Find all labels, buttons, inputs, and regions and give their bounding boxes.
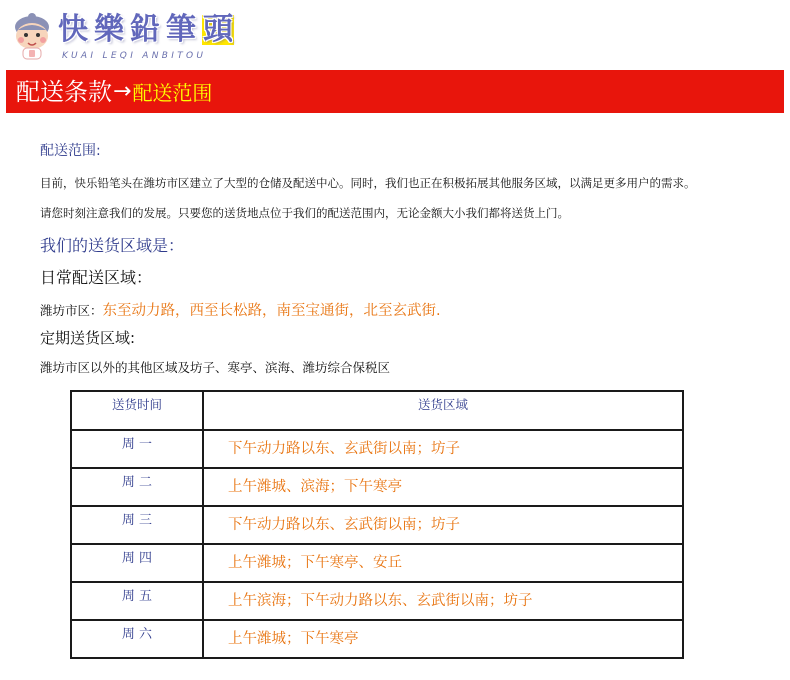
brand-name-main: 快樂鉛筆 bbox=[58, 12, 202, 47]
brand-name-highlight: 頭 bbox=[203, 12, 233, 47]
intro-paragraph-1: 目前，快乐铅笔头在潍坊市区建立了大型的仓储及配送中心。同时，我们也正在积极拓展其他服务区域，以满足更多用户的需求。 bbox=[40, 176, 696, 190]
day-cell: 周 六 bbox=[71, 620, 203, 658]
area-cell: 上午滨海；下午动力路以东、玄武街以南；坊子 bbox=[203, 582, 683, 620]
area-cell: 上午潍城；下午寒亭、安丘 bbox=[203, 544, 683, 582]
table-row bbox=[71, 582, 683, 620]
intro-paragraph-2: 请您时刻注意我们的发展。只要您的送货地点位于我们的配送范围内，无论金额大小我们都将送货上门。 bbox=[40, 206, 569, 220]
column-header-area: 送货区域 bbox=[203, 391, 683, 430]
table-row bbox=[71, 506, 683, 544]
banner-section-title: 配送条款 bbox=[16, 77, 112, 106]
table-row bbox=[71, 620, 683, 658]
area-cell: 下午动力路以东、玄武街以南；坊子 bbox=[203, 430, 683, 468]
page-banner bbox=[6, 70, 784, 113]
zones-heading: 我们的送货区域是： bbox=[40, 236, 185, 255]
area-cell: 下午动力路以东、玄武街以南；坊子 bbox=[203, 506, 683, 544]
table-row bbox=[71, 468, 683, 506]
table-row bbox=[71, 430, 683, 468]
day-cell: 周 四 bbox=[71, 544, 203, 582]
table-row bbox=[71, 544, 683, 582]
day-cell: 周 一 bbox=[71, 430, 203, 468]
banner-arrow-icon: → bbox=[113, 78, 132, 104]
area-cell: 上午潍城；下午寒亭 bbox=[203, 620, 683, 658]
column-header-time: 送货时间 bbox=[71, 391, 203, 430]
area-cell: 上午潍城、滨海；下午寒亭 bbox=[203, 468, 683, 506]
pencil-kid-mascot-icon bbox=[10, 12, 54, 60]
daily-zone-label: 潍坊市区： bbox=[40, 303, 103, 318]
daily-zone-boundaries: 东至动力路，西至长松路，南至宝通街，北至玄武街. bbox=[102, 303, 441, 319]
site-logo[interactable] bbox=[8, 10, 248, 66]
delivery-schedule-table bbox=[70, 390, 684, 659]
table-header-row bbox=[71, 391, 683, 430]
day-cell: 周 三 bbox=[71, 506, 203, 544]
daily-zone-heading: 日常配送区域： bbox=[40, 268, 153, 287]
banner-current-title: 配送范围 bbox=[132, 81, 213, 105]
scheduled-zone-text: 潍坊市区以外的其他区域及坊子、寒亭、滨海、潍坊综合保税区 bbox=[40, 360, 391, 375]
daily-zone-line bbox=[40, 300, 441, 320]
scheduled-zone-heading: 定期送货区域: bbox=[40, 329, 136, 347]
section-heading-scope: 配送范围: bbox=[40, 143, 101, 159]
brand-name bbox=[58, 14, 234, 46]
day-cell: 周 二 bbox=[71, 468, 203, 506]
day-cell: 周 五 bbox=[71, 582, 203, 620]
brand-pinyin: KUAI LEQI ANBITOU bbox=[62, 51, 207, 61]
